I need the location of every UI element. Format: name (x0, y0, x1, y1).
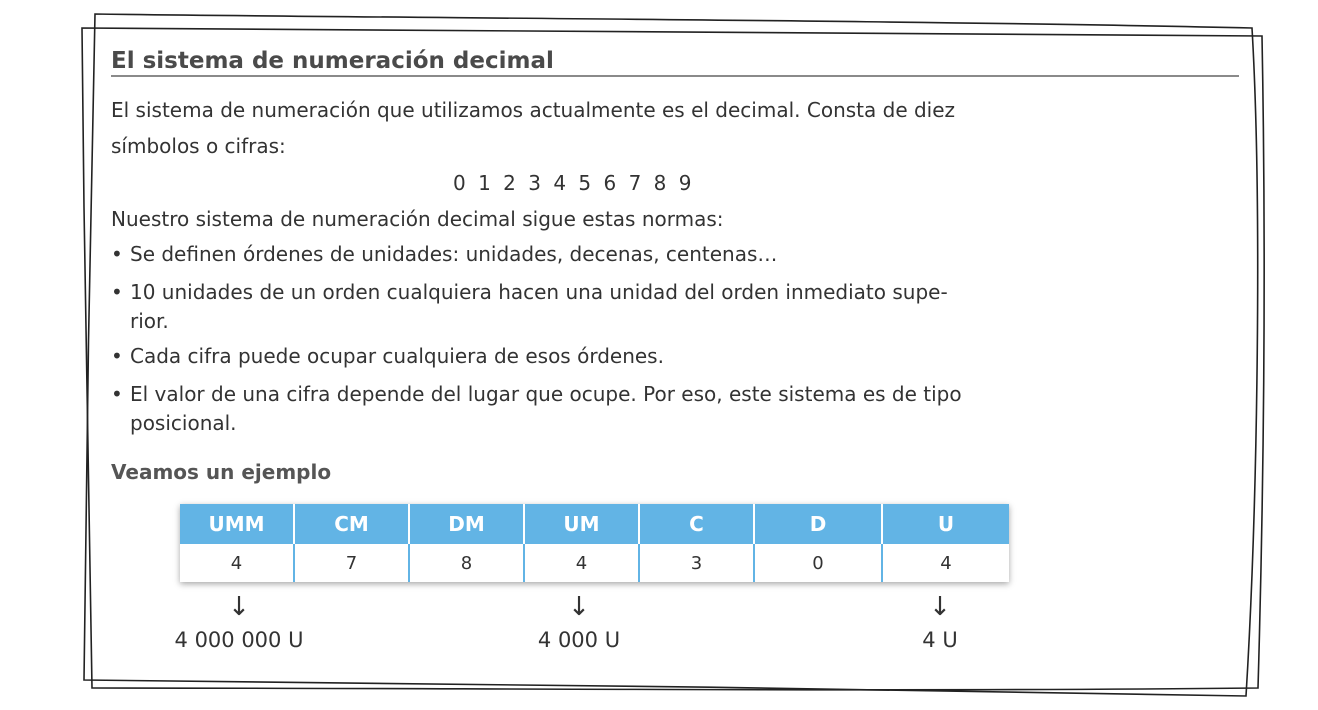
table-cell: 4 (882, 544, 1009, 582)
place-value-um: 4 000 U (537, 628, 621, 652)
place-value-umm: 4 000 000 U (174, 628, 304, 652)
bullet-symbol: • (111, 280, 123, 304)
column-header: U (882, 504, 1009, 544)
table-cell: 4 (524, 544, 639, 582)
intro-line-2: símbolos o cifras: (111, 134, 286, 158)
bullet-text-continued: posicional. (130, 411, 237, 435)
table-cell: 3 (639, 544, 754, 582)
bullet-symbol: • (111, 382, 123, 406)
down-arrow-icon: ↓ (228, 592, 250, 622)
column-header: D (754, 504, 882, 544)
bullet-text-continued: rior. (130, 309, 169, 333)
table-row (180, 544, 1009, 582)
page-title: El sistema de numeración decimal (111, 48, 554, 74)
column-header: DM (409, 504, 524, 544)
table-header-row (180, 504, 1009, 544)
table-cell: 7 (294, 544, 409, 582)
digits-row: 0 1 2 3 4 5 6 7 8 9 (453, 171, 695, 195)
bullet-symbol: • (111, 242, 123, 266)
norms-intro: Nuestro sistema de numeración decimal sigue estas normas: (111, 207, 724, 231)
example-title: Veamos un ejemplo (111, 460, 332, 484)
down-arrow-icon: ↓ (929, 592, 951, 622)
column-header: CM (294, 504, 409, 544)
bullet-text: Se definen órdenes de unidades: unidades, decenas, centenas… (130, 242, 778, 266)
column-header: UMM (180, 504, 294, 544)
bullet-text: Cada cifra puede ocupar cualquiera de esos órdenes. (130, 344, 664, 368)
bullet-text: 10 unidades de un orden cualquiera hacen una unidad del orden inmediato supe- (130, 280, 948, 304)
place-value-u: 4 U (922, 628, 958, 652)
table-cell: 8 (409, 544, 524, 582)
column-header: C (639, 504, 754, 544)
down-arrow-icon: ↓ (568, 592, 590, 622)
title-underline (111, 75, 1239, 77)
intro-line-1: El sistema de numeración que utilizamos actualmente es el decimal. Consta de diez (111, 98, 956, 122)
table-cell: 0 (754, 544, 882, 582)
bullet-symbol: • (111, 344, 123, 368)
bullet-text: El valor de una cifra depende del lugar que ocupe. Por eso, este sistema es de tipo (130, 382, 962, 406)
column-header: UM (524, 504, 639, 544)
place-value-table (180, 504, 1009, 582)
table-cell: 4 (180, 544, 294, 582)
